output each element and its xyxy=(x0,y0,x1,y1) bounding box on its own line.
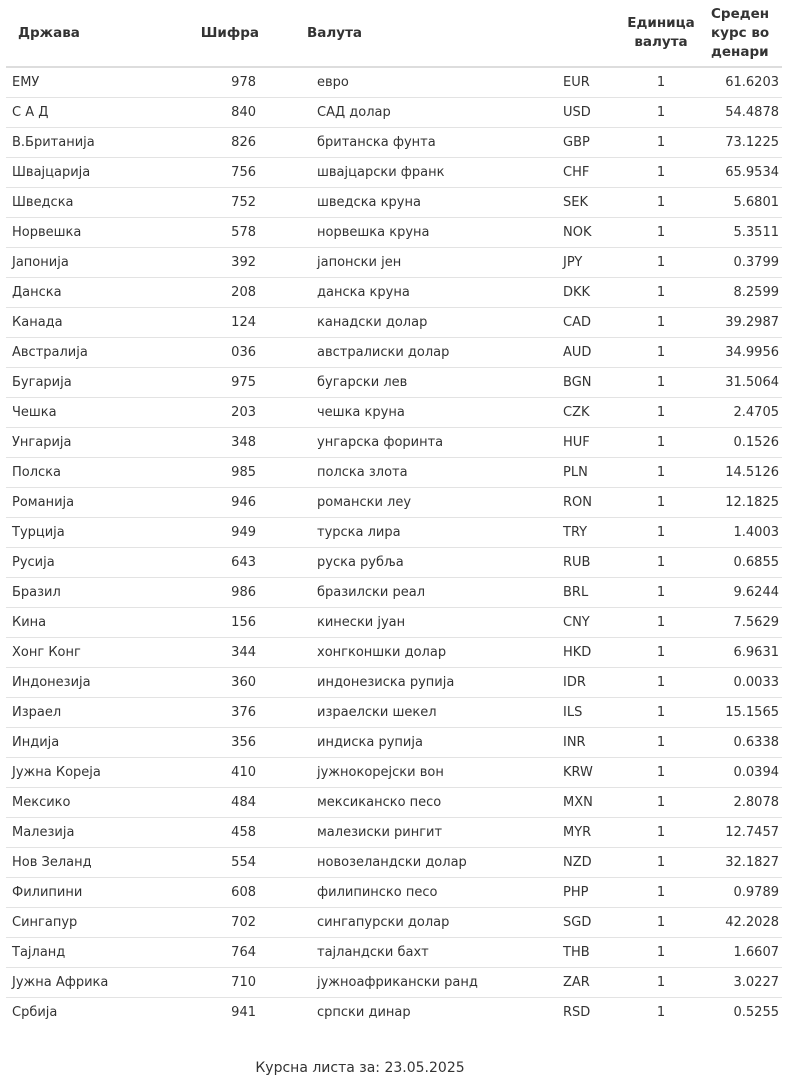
cell-currency-name: хонгконшки долар xyxy=(263,638,563,668)
cell-rate: 2.8078 xyxy=(699,788,782,818)
table-row xyxy=(6,488,782,518)
cell-rate: 0.0033 xyxy=(699,668,782,698)
table-row xyxy=(6,758,782,788)
cell-country: Јужна Африка xyxy=(6,968,196,998)
cell-iso-code: INR xyxy=(563,728,623,758)
cell-code: 941 xyxy=(231,1005,256,1020)
cell-iso-code: KRW xyxy=(563,758,623,788)
cell-country: Норвешка xyxy=(6,218,196,248)
cell-unit: 1 xyxy=(623,158,699,188)
cell-rate: 7.5629 xyxy=(699,608,782,638)
table-row xyxy=(6,98,782,128)
cell-iso-code: SEK xyxy=(563,188,623,218)
cell-unit: 1 xyxy=(623,398,699,428)
cell-unit: 1 xyxy=(623,668,699,698)
cell-unit: 1 xyxy=(623,638,699,668)
cell-iso-code: ZAR xyxy=(563,968,623,998)
cell-unit: 1 xyxy=(623,968,699,998)
cell-unit: 1 xyxy=(623,578,699,608)
cell-code: 826 xyxy=(196,128,263,158)
cell-unit: 1 xyxy=(623,308,699,338)
cell-country: Израел xyxy=(6,698,196,728)
table-row xyxy=(6,67,782,98)
cell-iso-code: RUB xyxy=(563,548,623,578)
cell-rate: 61.6203 xyxy=(699,67,782,98)
table-row xyxy=(6,278,782,308)
cell-code: 764 xyxy=(196,938,263,968)
cell-rate: 34.9956 xyxy=(699,338,782,368)
cell-currency-name: бугарски лев xyxy=(263,368,563,398)
cell-unit: 1 xyxy=(623,758,699,788)
cell-country: Јапонија xyxy=(6,248,196,278)
table-row xyxy=(6,518,782,548)
cell-country: Малезија xyxy=(6,818,196,848)
cell-iso-code: CZK xyxy=(563,398,623,428)
cell-iso-code: NOK xyxy=(563,218,623,248)
cell-currency-name: јужноафрикански ранд xyxy=(263,968,563,998)
table-row xyxy=(6,368,782,398)
cell-currency-name: швајцарски франк xyxy=(263,158,563,188)
header-currency xyxy=(263,0,563,67)
cell-iso-code: ILS xyxy=(563,698,623,728)
table-row xyxy=(6,188,782,218)
table-row xyxy=(6,668,782,698)
cell-code: 840 xyxy=(196,98,263,128)
table-row xyxy=(6,308,782,338)
cell-unit: 1 xyxy=(623,848,699,878)
cell-currency-name: австралиски долар xyxy=(263,338,563,368)
cell-code: 208 xyxy=(196,278,263,308)
table-header-row xyxy=(6,0,782,67)
table-row xyxy=(6,908,782,938)
exchange-rate-list xyxy=(6,0,782,1027)
cell-currency-name: руска рубља xyxy=(263,548,563,578)
cell-iso-code: NZD xyxy=(563,848,623,878)
cell-country: Австралија xyxy=(6,338,196,368)
cell-rate: 0.6338 xyxy=(699,728,782,758)
cell-code: 702 xyxy=(196,908,263,938)
cell-country: Турција xyxy=(6,518,196,548)
cell-iso-code: RSD xyxy=(563,1005,591,1020)
cell-unit: 1 xyxy=(623,488,699,518)
table-row xyxy=(6,608,782,638)
cell-rate: 1.6607 xyxy=(699,938,782,968)
cell-iso-code: CHF xyxy=(563,158,623,188)
cell-currency-name: малезиски рингит xyxy=(263,818,563,848)
table-row xyxy=(6,158,782,188)
cell-code: 985 xyxy=(196,458,263,488)
cell-rate: 9.6244 xyxy=(699,578,782,608)
cell-code: 484 xyxy=(196,788,263,818)
cell-rate: 65.9534 xyxy=(699,158,782,188)
cell-country: Швајцарија xyxy=(6,158,196,188)
table-row xyxy=(6,968,782,998)
cell-code: 392 xyxy=(196,248,263,278)
cell-currency-name: шведска круна xyxy=(263,188,563,218)
cell-rate: 14.5126 xyxy=(699,458,782,488)
cell-country: Индија xyxy=(6,728,196,758)
cell-currency-name: индонезиска рупија xyxy=(263,668,563,698)
cell-country: Јужна Кореја xyxy=(6,758,196,788)
cell-code: 710 xyxy=(196,968,263,998)
cell-currency-name: данска круна xyxy=(263,278,563,308)
cell-rate: 8.2599 xyxy=(699,278,782,308)
cell-iso-code: HKD xyxy=(563,638,623,668)
table-row xyxy=(6,818,782,848)
cell-code: 578 xyxy=(196,218,263,248)
cell-unit: 1 xyxy=(623,428,699,458)
table-row xyxy=(6,848,782,878)
header-unit-line2: валута xyxy=(634,34,688,50)
cell-iso-code: AUD xyxy=(563,338,623,368)
cell-code: 554 xyxy=(196,848,263,878)
cell-country: Полска xyxy=(6,458,196,488)
cell-iso-code: BRL xyxy=(563,578,623,608)
cell-rate: 0.9789 xyxy=(699,878,782,908)
cell-code: 356 xyxy=(196,728,263,758)
cell-iso-code: SGD xyxy=(563,908,623,938)
cell-rate: 0.6855 xyxy=(699,548,782,578)
table-row xyxy=(6,128,782,158)
header-iso-empty xyxy=(563,0,623,67)
cell-rate: 73.1225 xyxy=(699,128,782,158)
table-row xyxy=(6,998,782,1028)
cell-country: Тајланд xyxy=(6,938,196,968)
cell-rate: 0.0394 xyxy=(699,758,782,788)
table-row xyxy=(6,938,782,968)
table-row xyxy=(6,338,782,368)
cell-code: 410 xyxy=(196,758,263,788)
table-row xyxy=(6,788,782,818)
cell-unit: 1 xyxy=(623,368,699,398)
cell-unit: 1 xyxy=(623,788,699,818)
cell-rate: 0.3799 xyxy=(699,248,782,278)
cell-country: Србија xyxy=(12,1005,58,1020)
cell-iso-code: BGN xyxy=(563,368,623,398)
cell-unit: 1 xyxy=(623,938,699,968)
cell-unit: 1 xyxy=(623,698,699,728)
header-code-label: Шифра xyxy=(200,24,259,41)
header-unit-line1: Единица xyxy=(627,15,695,31)
cell-unit: 1 xyxy=(623,608,699,638)
table-body xyxy=(6,67,782,1027)
table-row xyxy=(6,398,782,428)
cell-code: 203 xyxy=(196,398,263,428)
cell-country: Индонезија xyxy=(6,668,196,698)
cell-country: Романија xyxy=(6,488,196,518)
cell-currency-name: израелски шекел xyxy=(263,698,563,728)
cell-iso-code: MYR xyxy=(563,818,623,848)
cell-code: 949 xyxy=(196,518,263,548)
cell-currency-name: бразилски реал xyxy=(263,578,563,608)
cell-currency-name: норвешка круна xyxy=(263,218,563,248)
cell-country: Канада xyxy=(6,308,196,338)
cell-currency-name: романски леу xyxy=(263,488,563,518)
cell-unit: 1 xyxy=(623,188,699,218)
cell-code: 756 xyxy=(196,158,263,188)
cell-code: 458 xyxy=(196,818,263,848)
cell-iso-code: THB xyxy=(563,938,623,968)
cell-country: В.Британија xyxy=(6,128,196,158)
cell-currency-name: јужнокорејски вон xyxy=(263,758,563,788)
cell-unit: 1 xyxy=(623,278,699,308)
cell-country: Бразил xyxy=(6,578,196,608)
cell-currency-name: мексиканско песо xyxy=(263,788,563,818)
cell-currency-name: српски динар xyxy=(317,1005,411,1020)
cell-code: 752 xyxy=(196,188,263,218)
cell-country: Унгарија xyxy=(6,428,196,458)
cell-currency-name: јапонски јен xyxy=(263,248,563,278)
header-code xyxy=(196,0,263,67)
cell-rate: 12.7457 xyxy=(699,818,782,848)
cell-rate: 0.1526 xyxy=(699,428,782,458)
cell-code: 978 xyxy=(196,67,263,98)
cell-rate: 42.2028 xyxy=(699,908,782,938)
table-row xyxy=(6,218,782,248)
table-row xyxy=(6,728,782,758)
cell-country: Бугарија xyxy=(6,368,196,398)
table-row xyxy=(6,428,782,458)
cell-country: Филипини xyxy=(6,878,196,908)
cell-iso-code: JPY xyxy=(563,248,623,278)
cell-unit: 1 xyxy=(623,878,699,908)
cell-code: 975 xyxy=(196,368,263,398)
cell-currency-name: САД долар xyxy=(263,98,563,128)
cell-country: Русија xyxy=(6,548,196,578)
cell-country: Шведска xyxy=(6,188,196,218)
cell-code: 156 xyxy=(196,608,263,638)
cell-unit: 1 xyxy=(623,728,699,758)
cell-unit: 1 xyxy=(623,458,699,488)
cell-iso-code: IDR xyxy=(563,668,623,698)
cell-country: ЕМУ xyxy=(6,67,196,98)
cell-currency-name: унгарска форинта xyxy=(263,428,563,458)
cell-iso-code: TRY xyxy=(563,518,623,548)
cell-country: Хонг Конг xyxy=(6,638,196,668)
header-rate xyxy=(699,0,782,67)
cell-unit: 1 xyxy=(623,908,699,938)
table-row xyxy=(6,548,782,578)
cell-rate: 0.5255 xyxy=(733,1005,779,1020)
cell-country: Данска xyxy=(6,278,196,308)
cell-iso-code: CAD xyxy=(563,308,623,338)
cell-currency-name: евро xyxy=(263,67,563,98)
cell-rate: 1.4003 xyxy=(699,518,782,548)
header-country-label: Држава xyxy=(18,24,80,41)
cell-unit: 1 xyxy=(623,518,699,548)
exchange-rate-table xyxy=(6,0,782,1027)
cell-rate: 15.1565 xyxy=(699,698,782,728)
cell-unit: 1 xyxy=(656,1005,666,1020)
cell-code: 986 xyxy=(196,578,263,608)
cell-rate: 12.1825 xyxy=(699,488,782,518)
cell-iso-code: HUF xyxy=(563,428,623,458)
cell-unit: 1 xyxy=(623,98,699,128)
cell-code: 124 xyxy=(196,308,263,338)
cell-rate: 54.4878 xyxy=(699,98,782,128)
cell-iso-code: PHP xyxy=(563,878,623,908)
cell-code: 643 xyxy=(196,548,263,578)
cell-currency-name: филипинско песо xyxy=(263,878,563,908)
cell-code: 348 xyxy=(196,428,263,458)
cell-rate: 3.0227 xyxy=(699,968,782,998)
header-rate-line1: Среден xyxy=(711,5,770,22)
cell-rate: 2.4705 xyxy=(699,398,782,428)
cell-currency-name: турска лира xyxy=(263,518,563,548)
cell-country: С А Д xyxy=(6,98,196,128)
cell-code: 376 xyxy=(196,698,263,728)
cell-currency-name: новозеландски долар xyxy=(263,848,563,878)
cell-unit: 1 xyxy=(623,67,699,98)
cell-iso-code: PLN xyxy=(563,458,623,488)
cell-code: 946 xyxy=(196,488,263,518)
header-rate-line3: денари xyxy=(711,43,769,60)
cell-rate: 6.9631 xyxy=(699,638,782,668)
cell-currency-name: чешка круна xyxy=(263,398,563,428)
cell-unit: 1 xyxy=(623,548,699,578)
table-row xyxy=(6,878,782,908)
cell-currency-name: канадски долар xyxy=(263,308,563,338)
cell-currency-name: индиска рупија xyxy=(263,728,563,758)
cell-code: 344 xyxy=(196,638,263,668)
cell-country: Чешка xyxy=(6,398,196,428)
cell-currency-name: кинески јуан xyxy=(263,608,563,638)
cell-currency-name: тајландски бахт xyxy=(263,938,563,968)
table-row xyxy=(6,248,782,278)
table-row xyxy=(6,638,782,668)
cell-iso-code: DKK xyxy=(563,278,623,308)
table-row xyxy=(6,578,782,608)
cell-country: Кина xyxy=(6,608,196,638)
cell-code: 360 xyxy=(196,668,263,698)
cell-currency-name: британска фунта xyxy=(263,128,563,158)
cell-rate: 31.5064 xyxy=(699,368,782,398)
cell-iso-code: MXN xyxy=(563,788,623,818)
header-rate-line2: курс во xyxy=(711,24,770,41)
cell-unit: 1 xyxy=(623,128,699,158)
header-country xyxy=(6,0,196,67)
cell-rate: 5.3511 xyxy=(699,218,782,248)
cell-iso-code: EUR xyxy=(563,67,623,98)
cell-country: Нов Зеланд xyxy=(6,848,196,878)
cell-country: Мексико xyxy=(6,788,196,818)
cell-iso-code: GBP xyxy=(563,128,623,158)
cell-unit: 1 xyxy=(623,818,699,848)
cell-rate: 32.1827 xyxy=(699,848,782,878)
cell-iso-code: RON xyxy=(563,488,623,518)
rate-list-date: Курсна листа за: 23.05.2025 xyxy=(255,1060,465,1076)
cell-currency-name: сингапурски долар xyxy=(263,908,563,938)
cell-unit: 1 xyxy=(623,248,699,278)
cell-iso-code: USD xyxy=(563,98,623,128)
cell-rate: 5.6801 xyxy=(699,188,782,218)
cell-unit: 1 xyxy=(623,338,699,368)
table-row xyxy=(6,458,782,488)
header-unit xyxy=(623,0,699,67)
header-currency-label: Валута xyxy=(307,24,363,41)
cell-country: Сингапур xyxy=(6,908,196,938)
cell-iso-code: CNY xyxy=(563,608,623,638)
cell-code: 608 xyxy=(196,878,263,908)
cell-unit: 1 xyxy=(623,218,699,248)
table-row xyxy=(6,698,782,728)
cell-code: 036 xyxy=(196,338,263,368)
cell-rate: 39.2987 xyxy=(699,308,782,338)
cell-currency-name: полска злота xyxy=(263,458,563,488)
